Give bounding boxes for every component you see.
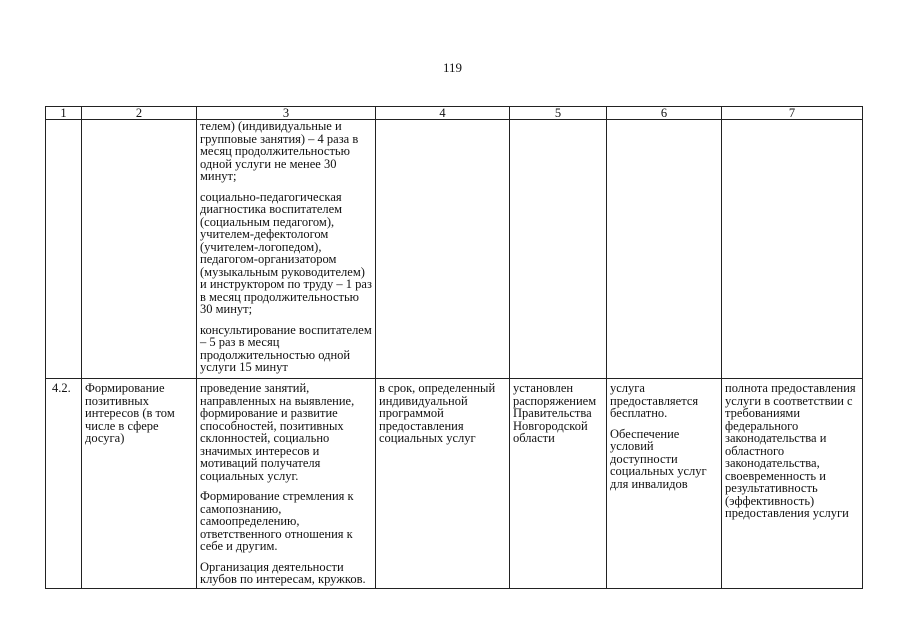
conditions-paragraph: услуга предоставляется бесплатно. <box>610 381 699 420</box>
cell-number <box>46 120 82 379</box>
conditions-paragraph: Обеспечение условий доступности социальных услуг для инвалидов <box>610 426 707 491</box>
cell-quality <box>722 120 863 379</box>
cell-description <box>197 379 376 589</box>
description-paragraph: телем) (индивидуальные и групповые занятия) – 4 раза в месяц продолжительностью одной услуги не менее 30 минут; <box>200 119 359 183</box>
cell-tariff: установлен распоряжением Правительства Новгородской области <box>510 379 607 589</box>
table-row-continuation <box>46 120 863 379</box>
cell-description <box>197 120 376 379</box>
description-paragraph: Организация деятельности клубов по интересам, кружков. <box>200 559 366 586</box>
header-col-6: 6 <box>607 107 722 120</box>
table-row-4-2 <box>46 379 863 589</box>
cell-conditions <box>607 379 722 589</box>
cell-conditions <box>607 120 722 379</box>
cell-number: 4.2. <box>46 379 82 589</box>
cell-service-name: Формирование позитивных интересов (в том числе в сфере досуга) <box>82 379 197 589</box>
header-col-1: 1 <box>46 107 82 120</box>
header-col-3: 3 <box>197 107 376 120</box>
cell-tariff <box>510 120 607 379</box>
header-col-5: 5 <box>510 107 607 120</box>
services-table <box>45 106 863 589</box>
cell-service-name <box>82 120 197 379</box>
cell-deadline <box>376 120 510 379</box>
header-col-2: 2 <box>82 107 197 120</box>
header-col-4: 4 <box>376 107 510 120</box>
description-paragraph: проведение занятий, направленных на выявление, формирование и развитие способностей, позитивных склонностей, социально значимых интересов и мотиваций получателя социальных услуг. <box>200 381 355 483</box>
description-paragraph: консультирование воспитателем – 5 раз в месяц продолжительностью одной услуги 15 минут <box>200 322 372 374</box>
page-number: 119 <box>442 60 463 75</box>
header-col-7: 7 <box>722 107 863 120</box>
description-paragraph: социально-педагогическая диагностика воспитателем (социальным педагогом), учителем-дефектологом (учителем-логопедом), педагогом-организатором (музыкальным руководителем) и инструктором по труду – 1 раз в месяц продолжительностью 30 минут; <box>200 189 372 316</box>
cell-deadline: в срок, определенный индивидуальной программой предоставления социальных услуг <box>376 379 510 589</box>
description-paragraph: Формирование стремления к самопознанию, самоопределению, ответственного отношения к себе и другим. <box>200 489 354 553</box>
cell-quality: полнота предоставления услуги в соответствии с требованиями федерального законодательства и областного законодательства, своевременность и результативность (эффективность) предоставления услуги <box>722 379 863 589</box>
header-row <box>46 107 863 120</box>
